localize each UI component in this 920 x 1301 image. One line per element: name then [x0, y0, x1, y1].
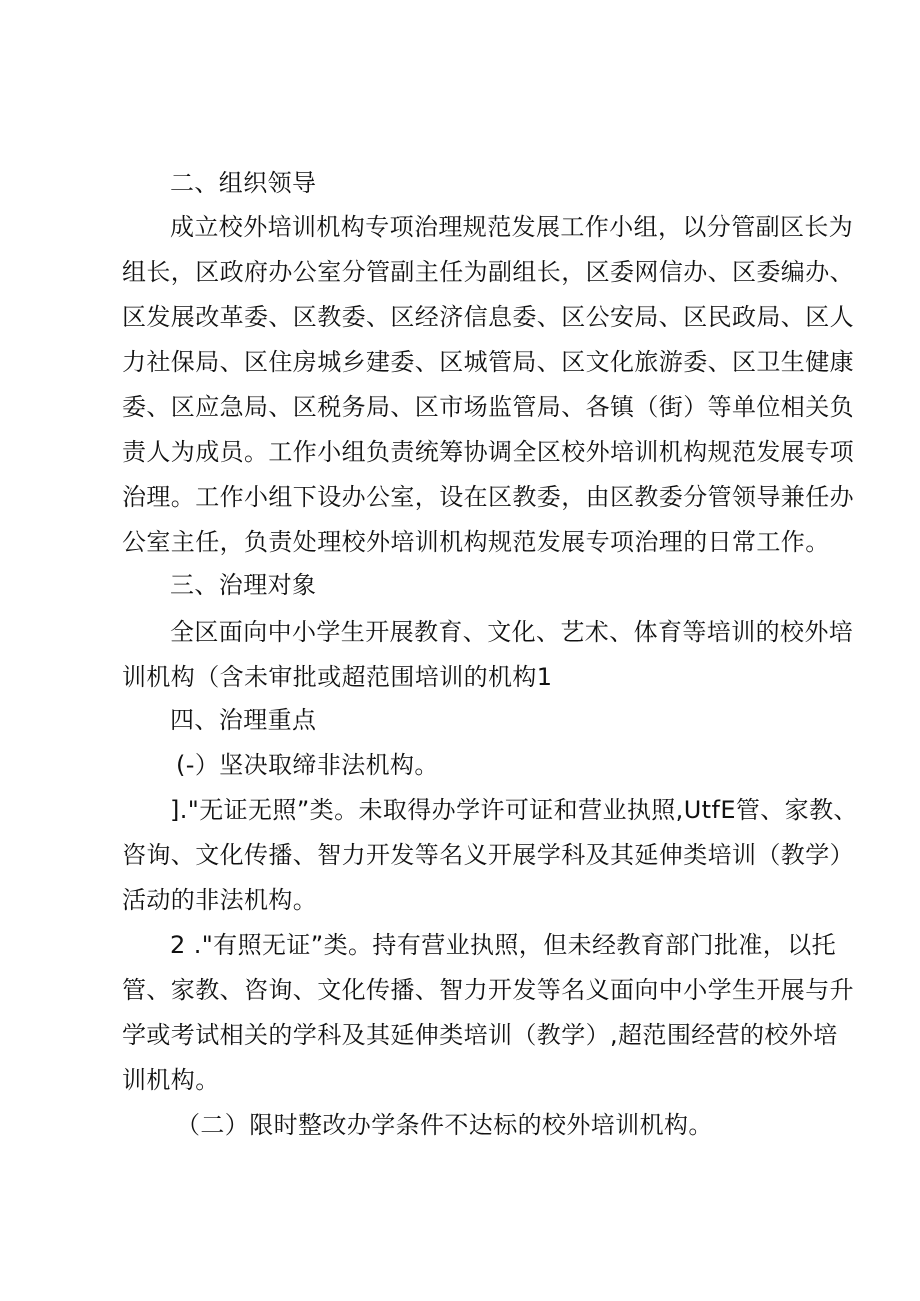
- paragraph-line: 区发展改革委、区教委、区经济信息委、区公安局、区民政局、区人: [122, 303, 854, 331]
- paragraph-line: 咨询、文化传播、智力开发等名义开展学科及其延伸类培训（教学）: [122, 841, 854, 869]
- paragraph-line: 治理。工作小组下设办公室，设在区教委，由区教委分管领导兼任办: [122, 483, 854, 511]
- heading-governance-targets: 三、治理对象: [170, 571, 317, 599]
- paragraph-line: 活动的非法机构。: [122, 886, 318, 914]
- paragraph-line: 力社保局、区住房城乡建委、区城管局、区文化旅游委、区卫生健康: [122, 348, 854, 376]
- paragraph-line: 学或考试相关的学科及其延伸类培训（教学）,超范围经营的校外培: [122, 1021, 838, 1049]
- heading-organization-leadership: 二、组织领导: [170, 169, 317, 197]
- paragraph-line: 组长，区政府办公室分管副主任为副组长，区委网信办、区委编办、: [122, 258, 854, 286]
- paragraph-line: 公室主任，负责处理校外培训机构规范发展专项治理的日常工作。: [122, 528, 830, 556]
- list-item-line: ]."无证无照”类。未取得办学许可证和营业执照,UtfE管、家教、: [170, 796, 858, 824]
- subheading-rectify-substandard: （二）限时整改办学条件不达标的校外培训机构。: [176, 1111, 713, 1139]
- paragraph-line: 训机构（含未审批或超范围培训的机构1: [122, 663, 553, 691]
- list-item-line: 2 ."有照无证”类。持有营业执照，但未经教育部门批准，以托: [170, 931, 836, 959]
- subheading-ban-illegal-institutions: (-）坚决取缔非法机构。: [176, 751, 439, 779]
- paragraph-line: 全区面向中小学生开展教育、文化、艺术、体育等培训的校外培: [170, 618, 854, 646]
- heading-governance-priorities: 四、治理重点: [170, 706, 317, 734]
- paragraph-line: 委、区应急局、区税务局、区市场监管局、各镇（街）等单位相关负: [122, 393, 854, 421]
- paragraph-line: 训机构。: [122, 1066, 220, 1094]
- paragraph-line: 成立校外培训机构专项治理规范发展工作小组，以分管副区长为: [170, 213, 854, 241]
- paragraph-line: 管、家教、咨询、文化传播、智力开发等名义面向中小学生开展与升: [122, 976, 854, 1004]
- paragraph-line: 责人为成员。工作小组负责统筹协调全区校外培训机构规范发展专项: [122, 438, 854, 466]
